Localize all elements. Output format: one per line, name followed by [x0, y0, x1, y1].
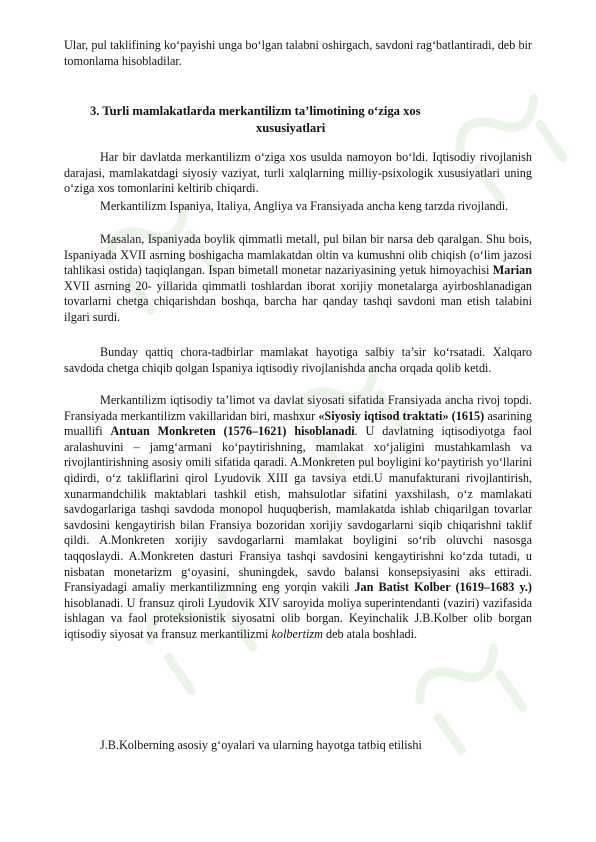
paragraph-5-text-c: asarining muallifi [64, 408, 532, 439]
paragraph-6: J.B.Kolberning asosiy g‘oyalari va ularning hayotga tatbiq etilishi [100, 738, 422, 752]
paragraph-3-text-c: XVII asrning 20- yillarida qimmatli toshlardan iborat xorijiy monetalarga ayirboshlanadigan tovarlarni chetga chiqarishdan boshqa, barcha har qanday tashqi savdoni man etish talabini ilgari surdi. [64, 278, 532, 324]
treatise-title: «Siyosiy iqtisod traktati» (1615) [318, 408, 485, 423]
paragraph-3-text-a: Masalan, Ispaniyada boylik qimmatli metall, pul bilan bir narsa deb qaralgan. Shu bois, Ispaniyada XVII asrning boshigacha mamlakatdan oltin va kumushni olib chiqish (o‘lim jazosi tahlikasi ostida) taqiqlangan. Ispan bimetall monetar nazariyasining yetuk himoyachisi [64, 232, 532, 278]
term-kolbertizm: kolbertizm [271, 626, 323, 641]
paragraph-5-text-e: . U davlatning iqtisodiyotga faol aralashuvini – jamg‘armani ko‘paytirishning, mamlakat xo‘jaligini mustahkamlash va rivojlantirishning asosiy omili sifatida qaradi. A.Monkreten pul boyligini ko‘paytirish yo‘llarini qidirdi, o‘z takliflarini qirol Lyudovik XIII ga tavsiya etdi.U manufakturani rivojlantirish, xunarmandchilik maktablari tashkil etish, mahsulotlar sifatini yaxshilash, o‘z mamlakati savdogarlariga tashqi savdoda monopol huquqberish, mamlakatda ishlab chiqarilgan tovarlar savdosini kengaytirish bilan Fransiya bozoridan xorijiy savdogarlarni siqib chiqarishni taklif qildi. A.Monkreten xorijiy savdogarlarni mamlakat boyligini so‘rib oluvchi nasosga taqqoslaydi. A.Monkreten dasturi Fransiya tashqi savdosini kengaytirishni ko‘zda tutadi, u nisbatan monetarizm g‘oyasini, shuningdek, savdo balansi konsepsiyasini aks ettiradi. Fransiyadagi amaliy merkantilizmning eng yorqin vakili [64, 424, 532, 595]
paragraph-3 [64, 232, 532, 326]
author-kolber: Jan Batist Kolber (1619–1683 y.) [354, 580, 532, 595]
paragraph-4: Bunday qattiq chora-tadbirlar mamlakat hayotiga salbiy ta’sir ko‘rsatadi. Xalqaro savdoda chetga chiqib qolgan Ispaniya iqtisodiy rivojlanishda ancha orqada qolib ketdi. [64, 345, 532, 375]
author-monkreten: Antuan Monkreten (1576–1621) hisoblanadi [110, 424, 355, 439]
paragraph-1: Har bir davlatda merkantilizm o‘ziga xos usulda namoyon bo‘ldi. Iqtisodiy rivojlanish darajasi, mamlakatdagi siyosiy vaziyat, turli xalqlarning milliy-psixologik xususiyatlari uning o‘ziga xos tomonlarini keltirib chiqardi. [64, 150, 532, 196]
paragraph-5 [64, 393, 532, 643]
paragraph-intro: Ular, pul taklifining ko‘payishi unga bo‘lgan talabni oshirgach, savdoni rag‘batlantiradi, deb bir tomonlama hisobladilar. [64, 38, 532, 68]
paragraph-5-text-i: deb atala boshladi. [322, 626, 418, 641]
section-heading-line1: 3. Turli mamlakatlarda merkantilizm ta’limotining o‘ziga xos [90, 104, 421, 118]
paragraph-5-text-a: Merkantilizm iqtisodiy ta’limot va davlat siyosati sifatida Fransiyada ancha rivoj topdi. Fransiyada merkantilizm vakillaridan biri, mashxur [64, 393, 532, 423]
paragraph-5-text-g: hisoblanadi. U fransuz qiroli Lyudovik XIV saroyida moliya superintendanti (vaziri) vazifasida ishlagan va faol proteksionistik siyosatni olib borgan. Keyinchalik J.B.Kolber olib borgan iqtisodiy siyosat va fransuz merkantilizmi [64, 595, 532, 641]
author-marian: Marian [492, 263, 532, 278]
section-heading-line2: xususiyatlari [256, 121, 326, 135]
paragraph-2: Merkantilizm Ispaniya, Italiya, Angliya va Fransiyada ancha keng tarzda rivojlandi. [100, 199, 509, 213]
